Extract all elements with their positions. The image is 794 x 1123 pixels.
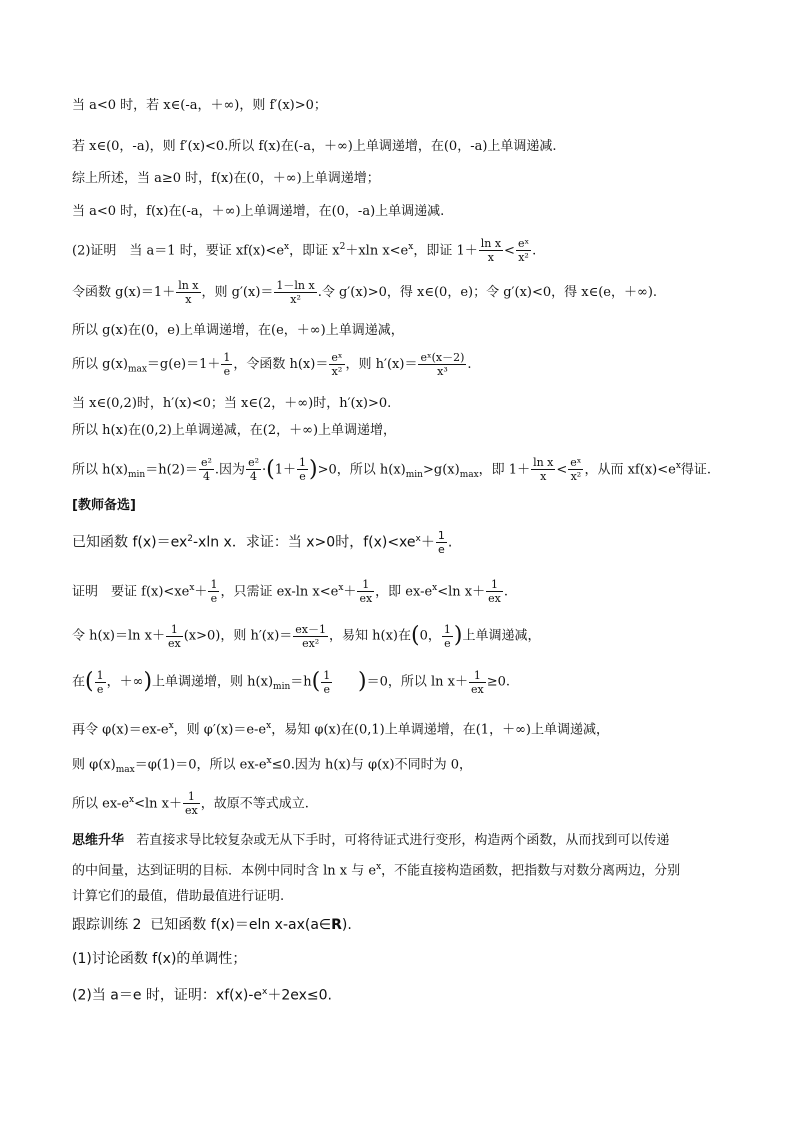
- denominator: x²: [331, 365, 343, 378]
- text: 已知函数 f(x)＝ex: [72, 534, 188, 551]
- text: ≤0.因为 h(x)与 φ(x)不同时为 0，: [271, 757, 472, 773]
- numerator: 1－ln x: [276, 279, 315, 292]
- numerator: e²: [248, 456, 259, 470]
- text: <ln x＋: [134, 796, 182, 812]
- denominator: e: [323, 682, 330, 696]
- numerator: 1: [166, 623, 183, 637]
- text: 所以 g(x)在(0，e)上单调递增，在(e，＋∞)上单调递减，: [72, 323, 404, 338]
- exercise-heading: [72, 916, 734, 934]
- numerator: 1: [437, 529, 445, 543]
- text: 当 x∈(0,2)时，h′(x)<0；当 x∈(2，＋∞)时，h′(x)>0.: [72, 396, 392, 411]
- denominator: x: [185, 293, 192, 306]
- numerator: ln x: [533, 456, 554, 470]
- text-line: [72, 232, 734, 266]
- text-line: 已知函数 $f(x)=ex^2$-xln x．求证：当 x>0时，$f(x)<xe^x+$ $\frac{1}{e}$ .: [72, 529, 453, 557]
- denominator: ex: [184, 804, 198, 818]
- text: >0，所以 h(x): [317, 462, 406, 478]
- denominator: e: [96, 682, 104, 696]
- text-line: [72, 97, 734, 115]
- text-line: [72, 422, 734, 440]
- superscript: x: [189, 583, 195, 593]
- text: ，令函数 h(x)＝: [233, 357, 329, 372]
- text: (1)讨论函数 f(x)的单调性；: [72, 951, 247, 967]
- text: 1: [274, 462, 283, 478]
- text: -xln x．求证：当 x>0时，f(x)<xe: [192, 534, 416, 551]
- fraction: [469, 669, 486, 696]
- superscript: x: [266, 756, 272, 766]
- text-line: [72, 322, 734, 340]
- denominator: e: [299, 470, 306, 484]
- fraction: [208, 578, 219, 605]
- text: 在: [72, 674, 86, 690]
- fraction: [479, 237, 503, 264]
- text-line: [72, 138, 734, 156]
- fraction: [357, 578, 374, 605]
- numerator: 1: [299, 456, 307, 470]
- text: ＝0，所以 ln x＋: [366, 674, 469, 690]
- paren: (: [266, 456, 275, 482]
- text: 若直接求导比较复杂或无从下手时，可将待证式进行变形，构造两个函数，从而找到可以传递的中间量，达到证明的目标．本例中同时含 ln x 与 e: [72, 833, 670, 879]
- paren: ): [309, 456, 318, 482]
- summary-paragraph: [72, 828, 682, 910]
- text: .: [503, 584, 508, 600]
- text: ，即证 x: [289, 243, 340, 259]
- denominator: e: [210, 592, 218, 606]
- text: 已知函数 f(x)＝eln x-ax(a∈: [150, 917, 332, 933]
- text: ，即证 1＋: [413, 243, 478, 259]
- paren: (: [311, 669, 321, 694]
- text: ，故原不等式成立.: [200, 796, 309, 812]
- numerator: ex－1: [295, 622, 326, 636]
- subscript: max: [459, 469, 479, 480]
- numerator: 1: [469, 669, 486, 683]
- text-line: [72, 278, 734, 308]
- denominator: e: [444, 636, 451, 650]
- numerator: ln x: [480, 237, 502, 251]
- superscript: x: [284, 242, 290, 252]
- numerator: eˣ: [331, 351, 343, 364]
- denominator: x²: [290, 293, 301, 306]
- text-line: [72, 717, 734, 739]
- text: <ln x＋: [437, 584, 486, 600]
- text: 所以 h(x): [72, 462, 128, 478]
- fraction: [329, 351, 344, 378]
- subscript: min: [127, 469, 146, 480]
- text: <: [504, 243, 515, 259]
- subscript: min: [405, 469, 423, 480]
- fraction: [293, 623, 328, 650]
- text-line: [72, 752, 734, 779]
- fraction: [221, 351, 232, 378]
- fraction: [176, 279, 200, 306]
- fraction: [486, 578, 503, 605]
- denominator: ex: [488, 592, 501, 606]
- text-line: 证明 要证 $f(x)<xe^x+$ $\frac{1}{e}$ ，只需证 ex-ln $x<e^x+$ $\frac{1}{ex}$ ，即 $ex-e^x<\ln$ x＋ $\frac{1}{ex}$ .: [72, 578, 508, 606]
- fraction: [568, 456, 583, 483]
- superscript: x: [432, 583, 438, 593]
- superscript: x: [262, 987, 268, 997]
- text: 当 a<0 时，若 x∈(-a，＋∞)，则 f′(x)>0；: [72, 98, 327, 113]
- text: (x>0)，则 h′(x)＝: [183, 628, 293, 644]
- text: 所以 h(x)在(0,2)上单调递减，在(2，＋∞)上单调递增，: [72, 423, 397, 438]
- superscript: x: [675, 461, 681, 471]
- subscript: max: [115, 764, 135, 775]
- paren: ): [453, 623, 463, 648]
- text: .令 g′(x)>0，得 x∈(0，e)；令 g′(x)<0，得 x∈(e，＋∞).: [317, 285, 658, 300]
- fraction: [274, 279, 316, 306]
- numerator: 1: [183, 790, 200, 804]
- denominator: 4: [250, 470, 258, 484]
- text: 令函数 g(x)＝1＋: [72, 285, 176, 300]
- paren: (: [85, 669, 94, 694]
- text: ，只需证 ex-ln x<e: [220, 584, 339, 600]
- text: ＝h(2)＝: [145, 462, 198, 478]
- text: 若 x∈(0，-a)，则 f′(x)<0.所以 f(x)在(-a，＋∞)上单调递增，在(0，-a)上单调递减.: [72, 139, 557, 154]
- paren: ): [358, 669, 367, 694]
- numerator: eˣ: [570, 456, 582, 470]
- superscript: x: [415, 534, 421, 544]
- text: ＋2ex≤0.: [267, 987, 332, 1004]
- text: ，即 ex-e: [375, 584, 433, 600]
- text: ，即 1＋: [478, 462, 531, 478]
- fraction: [166, 623, 183, 650]
- denominator: e: [223, 365, 231, 378]
- text: 再令 φ(x)＝ex-e: [72, 722, 169, 738]
- text: ，则 h′(x)＝: [345, 357, 418, 372]
- text: ，则 g′(x)＝: [201, 285, 274, 300]
- text-line: [72, 170, 734, 188]
- denominator: x²: [518, 251, 529, 265]
- denominator: x²: [570, 470, 582, 484]
- fraction: [516, 237, 531, 264]
- text: >g(x): [422, 462, 460, 478]
- numerator: eˣ: [517, 237, 530, 251]
- denominator: ex: [471, 682, 484, 696]
- text: 综上所述，当 a≥0 时，f(x)在(0，＋∞)上单调递增；: [72, 171, 380, 186]
- superscript: x: [129, 795, 135, 805]
- text: (2)证明 当 a＝1 时，要证 xf(x)<e: [72, 243, 285, 259]
- numerator: 1: [357, 578, 374, 592]
- exercise-label: 跟踪训练 2: [72, 917, 142, 933]
- fraction: [531, 456, 555, 483]
- text: 当 a<0 时，f(x)在(-a，＋∞)上单调递增，在(0，-a)上单调递减.: [72, 204, 445, 219]
- subscript: max: [127, 364, 147, 375]
- text: 所以 ex-e: [72, 796, 130, 812]
- question-1: [72, 950, 734, 968]
- text-line: 在( $\frac{1}{e}$ ，＋∞)上单调递增，则 $h(x)_{min}=h$( $\frac{1}{e}$ )＝0，所以 ln x＋ $\frac{1}{ex}$ ≥0.: [72, 668, 511, 696]
- numerator: e²: [201, 456, 212, 470]
- paren: ): [143, 669, 153, 694]
- text: 令 h(x)＝ln x＋: [72, 628, 165, 644]
- fraction: [418, 351, 466, 378]
- text: ，不能直接构造函数，把指数与对数分离两边，分别计算它们的最值，借助最值进行证明.: [72, 863, 681, 905]
- question-2: [72, 983, 734, 1005]
- numerator: ln x: [178, 279, 199, 292]
- fraction: [246, 456, 261, 483]
- superscript: x: [408, 242, 414, 252]
- superscript: x: [266, 721, 272, 731]
- numerator: 1: [443, 622, 451, 636]
- text: ＝g(e)＝1＋: [146, 357, 221, 372]
- text: .: [532, 243, 537, 259]
- numerator: 1: [323, 668, 331, 682]
- fraction: [95, 669, 106, 696]
- numerator: 1: [486, 578, 503, 592]
- text: ，则 φ′(x)＝e-e: [173, 722, 267, 738]
- superscript: x: [338, 583, 344, 593]
- text: [教师备选]: [72, 498, 136, 513]
- denominator: x: [487, 251, 494, 265]
- denominator: 4: [202, 470, 210, 484]
- fraction: [183, 790, 200, 817]
- denominator: ex: [167, 636, 181, 650]
- text: ＝h: [290, 674, 312, 690]
- text: ，从而 xf(x)<e: [584, 462, 676, 478]
- text: ).: [341, 917, 352, 933]
- text: 得证.: [680, 462, 712, 478]
- text-line: [72, 350, 734, 385]
- fraction: [199, 456, 214, 483]
- superscript: 2: [187, 534, 193, 544]
- fraction: [436, 529, 447, 556]
- summary-label: 思维升华: [72, 833, 125, 848]
- subscript: min: [273, 682, 291, 693]
- text: .因为: [214, 462, 246, 478]
- text: 上单调递增，则 h(x): [152, 674, 274, 690]
- text-line: 所以 $h(x)_{min}=h(2)=$ $\frac{\text{e²}}{4}$ .因为 $\frac{\text{e²}}{4}$ ·(1＋ $\frac{1}{e}$ )>0，所以 $h(x)_{min}>g(x)_{max}$，即 1＋ $\frac{\text{ln x}}{x}$ < $\frac{\text{eˣ}}{\text{x²}}$ ，从而 $xf(x)<e^x$得证.: [72, 456, 712, 484]
- text: .: [447, 534, 453, 551]
- superscript: x: [376, 862, 382, 872]
- section-heading: [72, 497, 734, 515]
- superscript: x: [168, 721, 174, 731]
- text-line: 令 h(x)＝ln x＋ $\frac{1}{ex}$ (x>0)，则 h′(x)＝ $\frac{ex-1}{\text{ex²}}$ ，易知 h(x)在(0， $\frac{1}{e}$ )上单调递减，: [72, 622, 541, 650]
- numerator: 1: [96, 668, 104, 682]
- denominator: e: [437, 543, 445, 557]
- denominator: x³: [437, 365, 448, 378]
- text: ·: [261, 462, 267, 478]
- text: <: [556, 462, 568, 478]
- text: 所以 g(x): [72, 357, 128, 372]
- superscript: 2: [339, 242, 346, 252]
- text-line: [72, 784, 734, 820]
- text: ，易知 φ(x)在(0,1)上单调递增，在(1，＋∞)上单调递减，: [271, 722, 609, 738]
- text: 则 φ(x): [72, 757, 116, 773]
- text: (2)当 a＝e 时，证明：xf(x)-e: [72, 987, 263, 1004]
- text: ＋xln x<e: [345, 243, 409, 259]
- text: ≥0.: [486, 674, 511, 690]
- text: 证明 要证 f(x)<xe: [72, 584, 190, 600]
- text: 上单调递减，: [462, 628, 541, 644]
- denominator: ex: [359, 592, 373, 606]
- fraction: [442, 623, 453, 650]
- paren: (: [410, 623, 420, 648]
- text: R: [331, 917, 342, 933]
- numerator: eˣ(x－2): [420, 351, 465, 364]
- text: ＝φ(1)＝0，所以 ex-e: [134, 757, 267, 773]
- text-line: [72, 395, 734, 413]
- fraction: [321, 669, 332, 696]
- text: ，易知 h(x)在: [329, 628, 411, 644]
- denominator: x: [540, 470, 547, 484]
- numerator: 1: [223, 351, 231, 364]
- numerator: 1: [210, 578, 218, 592]
- fraction: [297, 456, 308, 483]
- text: .: [467, 357, 472, 372]
- denominator: ex²: [302, 636, 320, 650]
- text-line: [72, 203, 734, 221]
